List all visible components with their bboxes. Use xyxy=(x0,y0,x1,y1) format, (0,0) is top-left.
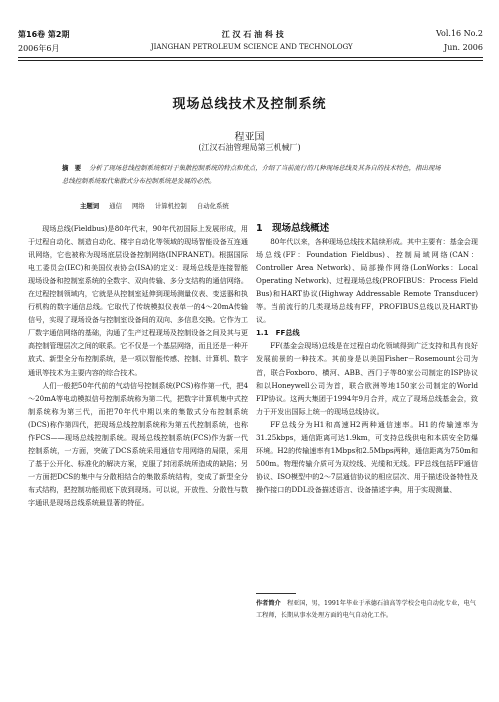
keywords-label: 主题词 xyxy=(80,202,100,210)
subsection-heading: 1.1 FF总线 xyxy=(256,328,300,338)
body-paragraph: FF总线分为H1和高速H2两种通信速率。H1的传输速率为31.25kbps，通信距离可达1.9km，可支持总线供电和本质安全防爆环境。H2的传输速率有1Mbps和2.5Mbps两种，通信距离为750m和500m。物理传输介质可为双绞线、光缆和无线。FF总线包括FF通信协议、ISO模型中的2～7层通信协议的相应层次、用于描述设备特性及操作接口的DDL设备描述语言、设备描述字典，用于实现测量、 xyxy=(256,419,478,494)
left-column xyxy=(28,222,248,509)
author-footnote xyxy=(256,598,478,621)
abstract-label: 摘 要 xyxy=(62,164,82,172)
keywords xyxy=(80,201,440,210)
abstract-text: 分析了现场总线控制系统相对于集散控制系统的特点和优点，介绍了当前流行的几种现场总线及其各自的技术特色，指出现场总线控制系统取代集散式分布控制系统是发展的必然。 xyxy=(62,164,441,185)
issue-cn: 第16卷 第2期 xyxy=(18,30,70,39)
keyword: 自动化系统 xyxy=(196,202,229,210)
date-cn: 2006年6月 xyxy=(18,44,60,53)
header-rule-thin xyxy=(18,60,483,61)
journal-en: JIANGHAN PETROLEUM SCIENCE AND TECHNOLOGY xyxy=(150,43,353,51)
header-rule xyxy=(18,57,483,58)
author-name: 程亚国 xyxy=(234,132,265,143)
author-affiliation: (江汉石油管理局第三机械厂) xyxy=(198,143,301,152)
footnote-rule xyxy=(256,593,296,594)
issue-en: Vol.16 No.2 xyxy=(435,29,483,38)
paper-title: 现场总线技术及控制系统 xyxy=(172,97,327,112)
section-heading: 1 现场总线概述 xyxy=(256,223,330,234)
journal-cn: 江 汉 石 油 科 技 xyxy=(221,30,284,39)
keyword: 计算机控制 xyxy=(154,202,187,210)
body-paragraph: 现场总线(Fieldbus)是80年代末，90年代初国际上发展形成，用于过程自动化、制造自动化、楼宇自动化等领域的现场智能设备互连通讯网络，它也被称为现场底层设备控制网络(INFRANET)。根据国际电工委员会(IEC)和美国仪表协会(ISA)的定义：现场总线是连接智能现场设备和控制室系统的全数字、双向传输、多分支结构的通信网络。在过程控制领域内，它就是从控制室延伸到现场测量仪表、变送器和执行机构的数字通信总线。它取代了传统模拟仪表单一的4～20mA传输信号，实现了现场设备与控制室设备间的双向、多信息交换。它作为工厂数字通信网络的基础，沟通了生产过程现场及控制设备之间及其与更高控制管理层次之间的联系。它不仅是一个基层网络，而且还是一种开放式、新型全分布控制系统，是一项以智能传感、控制、计算机、数字通讯等技术为主要内容的综合技术。 xyxy=(28,224,248,377)
keyword: 网络 xyxy=(132,202,145,210)
footnote-label: 作者简介 xyxy=(256,600,281,607)
date-en: Jun. 2006 xyxy=(444,43,483,52)
footnote-text: 程亚国，男，1991年毕业于承德石油高等学校会电自动化专业，电气工程师，长期从事水处理方面的电气自动化工作。 xyxy=(256,600,476,619)
body-paragraph: FF(基金会现场)总线是在过程自动化领域得到广泛支持和具有良好发展前景的一种技术。其前身是以美国Fisher－Rosemount公司为首，联合Foxboro、横河、ABB、西门子等80家公司制定的ISP协议和以Honeywell公司为首，联合欧洲等地150家公司制定的World FIP协议。这两大集团于1994年9月合并，成立了现场总线基金会，致力于开发出国际上统一的现场总线协议。 xyxy=(256,341,478,416)
body-paragraph: 人们一般把50年代前的气动信号控制系统(PCS)称作第一代，把4～20mA等电动模拟信号控制系统称为第二代，把数字计算机集中式控制系统称为第三代，而把70年代中期以来的集散式分布控制系统(DCS)称作第四代，把现场总线控制系统称为第五代控制系统，也称作FCS——现场总线控制系统。现场总线控制系统(FCS)作为新一代控制系统，一方面，突破了DCS系统采用通信专用网络的局限，采用了基于公开化、标准化的解决方案，克服了封闭系统所造成的缺陷；另一方面把DCS的集中与分散相结合的集散系统结构，变成了新型全分布式结构，把控制功能彻底下放到现场。可以说，开放性、分散性与数字通讯是现场总线系统最显著的特征。 xyxy=(28,380,248,507)
abstract xyxy=(62,162,442,187)
keyword: 通信 xyxy=(109,202,122,210)
body-paragraph: 80年代以来，各种现场总线技术陆续形成。其中主要有：基金会现场总线(FF：Foundation Fieldbus)、控制局域网络(CAN：Controller Area Network)、局部操作网络(LonWorks：Local Operating Network)、过程现场总线(PROFIBUS：Process Field Bus)和HART协议(Highway Addressable Remote Transducer)等。当前流行的几类现场总线有FF，PROFIBUS总线以及HART协议。 xyxy=(256,237,478,325)
right-column xyxy=(256,222,478,496)
